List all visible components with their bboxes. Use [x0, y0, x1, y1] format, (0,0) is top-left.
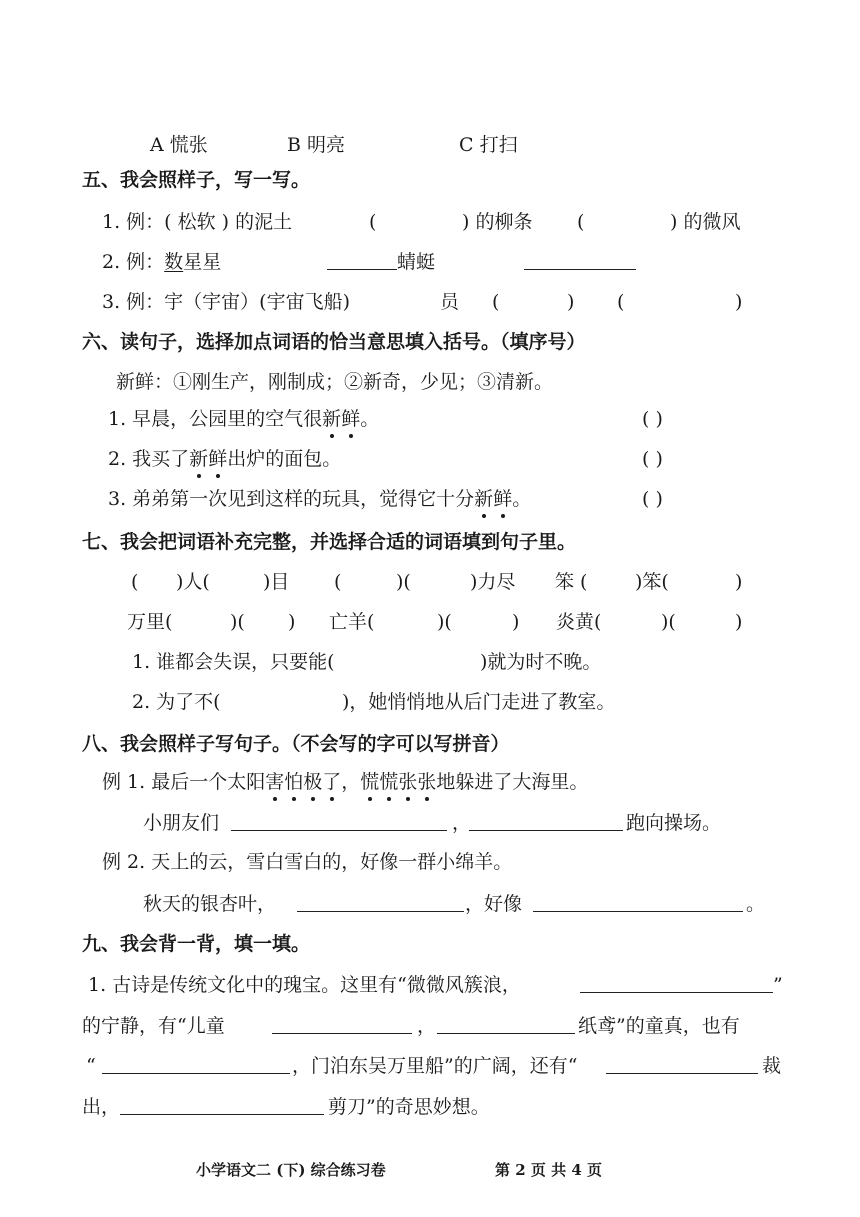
s6-item-3-post: 。 [512, 488, 532, 510]
s9-l1-pre: 1. 古诗是传统文化中的瑰宝。这里有“微微风簇浪， [88, 974, 521, 996]
s6-item-1-dot-2: 鲜 [341, 405, 360, 433]
s7-r1-f: )力尽 [470, 571, 516, 593]
s7-r1-e: )( [396, 571, 411, 593]
s6-item-1-answer[interactable]: ( ) [642, 408, 663, 430]
s8-a2-pre: 秋天的银杏叶， [143, 893, 277, 915]
s7-r1-a: ( [131, 571, 139, 593]
s7-r1-c: )目 [263, 571, 290, 593]
s5-q2-prefix: 2. 例： [102, 251, 165, 273]
s7-r1-b: )人( [176, 571, 210, 593]
s5-q3-prefix: 3. 例：宇（宇宙）(宇宙飞船) [102, 291, 350, 313]
s7-r2-b: )( [230, 611, 245, 633]
s5-q3-p4: ) [735, 291, 743, 313]
s5-q3-p1: ( [492, 291, 500, 313]
s6-item-1-dot-1: 新 [322, 405, 341, 433]
s9-l4-b: 剪刀”的奇思妙想。 [328, 1096, 490, 1118]
s8-example-2: 例 2. 天上的云，雪白雪白的，好像一群小绵羊。 [102, 851, 513, 873]
s9-l1-blank[interactable] [580, 972, 773, 993]
s6-item-2 [108, 445, 341, 473]
option-b: B 明亮 [287, 134, 346, 156]
s5-q1-prefix: 1. 例：( 松软 ) 的泥土 [102, 211, 293, 233]
s7-s1-post: )就为时不晚。 [480, 651, 602, 673]
s7-r1-i: ) [735, 571, 743, 593]
section-9-title: 九、我会背一背，填一填。 [82, 933, 311, 955]
s5-q2 [102, 248, 221, 276]
s7-r2-a: 万里( [127, 611, 173, 633]
s7-r1-g: 笨 ( [555, 571, 588, 593]
s9-l3-b: ，门泊东吴万里船”的广阔，还有“ [292, 1055, 578, 1077]
s8-a1-pre: 小朋友们 [143, 812, 220, 834]
s6-item-2-answer[interactable]: ( ) [642, 448, 663, 470]
s5-q2-word: 蜻蜓 [397, 251, 436, 273]
s5-q2-rest: 星星 [183, 251, 222, 273]
s8-a2-mid: ，好像 [465, 893, 523, 915]
s5-q1-paren2: ( [577, 211, 585, 233]
s5-q1-paren: ( [369, 211, 377, 233]
s8-ex1-mid: ， [341, 771, 361, 793]
s9-l3-blank-1[interactable] [102, 1053, 290, 1074]
s7-r2-d: 亡羊( [329, 611, 375, 633]
s9-l3-blank-2[interactable] [606, 1053, 758, 1074]
s6-item-2-pre: 2. 我买了 [108, 448, 190, 470]
s8-ex1-dot-3: 极 [303, 768, 322, 796]
s9-l2-blank-1[interactable] [272, 1013, 412, 1034]
s8-a2-end: 。 [746, 893, 766, 915]
s8-ex1-pre: 例 1. 最后一个太阳 [102, 771, 266, 793]
s8-a1-blank-2[interactable] [469, 810, 623, 831]
s9-l4-a: 出， [82, 1096, 121, 1118]
s9-l1-post: ” [773, 974, 783, 996]
s6-item-2-dot-1: 新 [189, 445, 208, 473]
s7-r2-i: ) [735, 611, 743, 633]
s6-item-1-pre: 1. 早晨，公园里的空气很 [108, 408, 323, 430]
s5-q3-p2: ) [567, 291, 575, 313]
section-8-title: 八、我会照样子写句子。（不会写的字可以写拼音） [82, 733, 510, 755]
s7-r1-h: )笨( [635, 571, 669, 593]
s6-item-3-pre: 3. 弟弟第一次见到这样的玩具，觉得它十分 [108, 488, 475, 510]
section-6-title: 六、读句子，选择加点词语的恰当意思填入括号。（填序号） [82, 331, 586, 353]
s9-l3-a: “ [86, 1055, 96, 1077]
page-number: 第 2 页 共 4 页 [495, 1161, 602, 1179]
s8-a1-blank-1[interactable] [231, 810, 447, 831]
s7-r2-f: ) [512, 611, 520, 633]
s9-l3-c: 裁 [762, 1055, 782, 1077]
s6-item-3-dot-1: 新 [474, 485, 493, 513]
s7-r2-c: ) [288, 611, 296, 633]
s6-item-1 [108, 405, 379, 433]
s8-ex1-dot-1: 害 [265, 768, 284, 796]
s8-ex1-dot-6: 慌 [379, 768, 398, 796]
s5-q2-blank-2[interactable] [524, 249, 636, 270]
s8-a2-blank-2[interactable] [533, 891, 743, 912]
s7-r1-d: ( [334, 571, 342, 593]
section-5-title: 五、我会照样子，写一写。 [82, 169, 311, 191]
footer-title: 小学语文二 (下) 综合练习卷 [196, 1161, 386, 1179]
s8-ex1-post: 地躲进了大海里。 [436, 771, 589, 793]
s7-s2-post: )，她悄悄地从后门走进了教室。 [342, 691, 616, 713]
s9-l4-blank[interactable] [120, 1094, 324, 1115]
s6-item-1-post: 。 [360, 408, 380, 430]
section-7-title: 七、我会把词语补充完整，并选择合适的词语填到句子里。 [82, 531, 577, 553]
s8-ex1-dot-4: 了 [322, 768, 341, 796]
s7-s1-pre: 1. 谁都会失误，只要能( [132, 651, 335, 673]
s8-a2-blank-1[interactable] [297, 891, 464, 912]
s7-r2-e: )( [437, 611, 452, 633]
s8-example-1 [102, 768, 588, 796]
s9-l2-b: ， [417, 1015, 437, 1037]
s5-q3-word: 员 [440, 291, 460, 313]
s6-item-3 [108, 485, 531, 513]
option-c: C 打扫 [459, 134, 518, 156]
s6-definition: 新鲜：①刚生产，刚制成；②新奇，少见；③清新。 [116, 371, 554, 393]
s6-item-2-post: 出炉的面包。 [227, 448, 342, 470]
s6-item-3-dot-2: 鲜 [493, 485, 512, 513]
s7-r2-h: )( [661, 611, 676, 633]
s9-l2-c: 纸鸢”的童真，也有 [578, 1015, 740, 1037]
s7-s2-pre: 2. 为了不( [132, 691, 221, 713]
s8-ex1-dot-7: 张 [398, 768, 417, 796]
s5-q3-p3: ( [617, 291, 625, 313]
option-a: A 慌张 [150, 134, 208, 156]
s7-r2-g: 炎黄( [556, 611, 602, 633]
s9-l2-blank-2[interactable] [437, 1013, 575, 1034]
s6-item-2-dot-2: 鲜 [208, 445, 227, 473]
s8-ex1-dot-5: 慌 [360, 768, 379, 796]
s5-q2-blank-1[interactable] [327, 249, 397, 270]
s6-item-3-answer[interactable]: ( ) [642, 488, 663, 510]
s8-a1-comma: ， [452, 812, 472, 834]
s8-a1-post: 跑向操场。 [626, 812, 722, 834]
s8-ex1-dot-2: 怕 [284, 768, 303, 796]
s5-q1-breeze: ) 的微风 [670, 211, 741, 233]
s5-q1-willow: ) 的柳条 [462, 211, 533, 233]
s5-q2-underlined-char: 数 [164, 251, 184, 273]
s9-l2-a: 的宁静，有“儿童 [82, 1015, 225, 1037]
s8-ex1-dot-8: 张 [417, 768, 436, 796]
